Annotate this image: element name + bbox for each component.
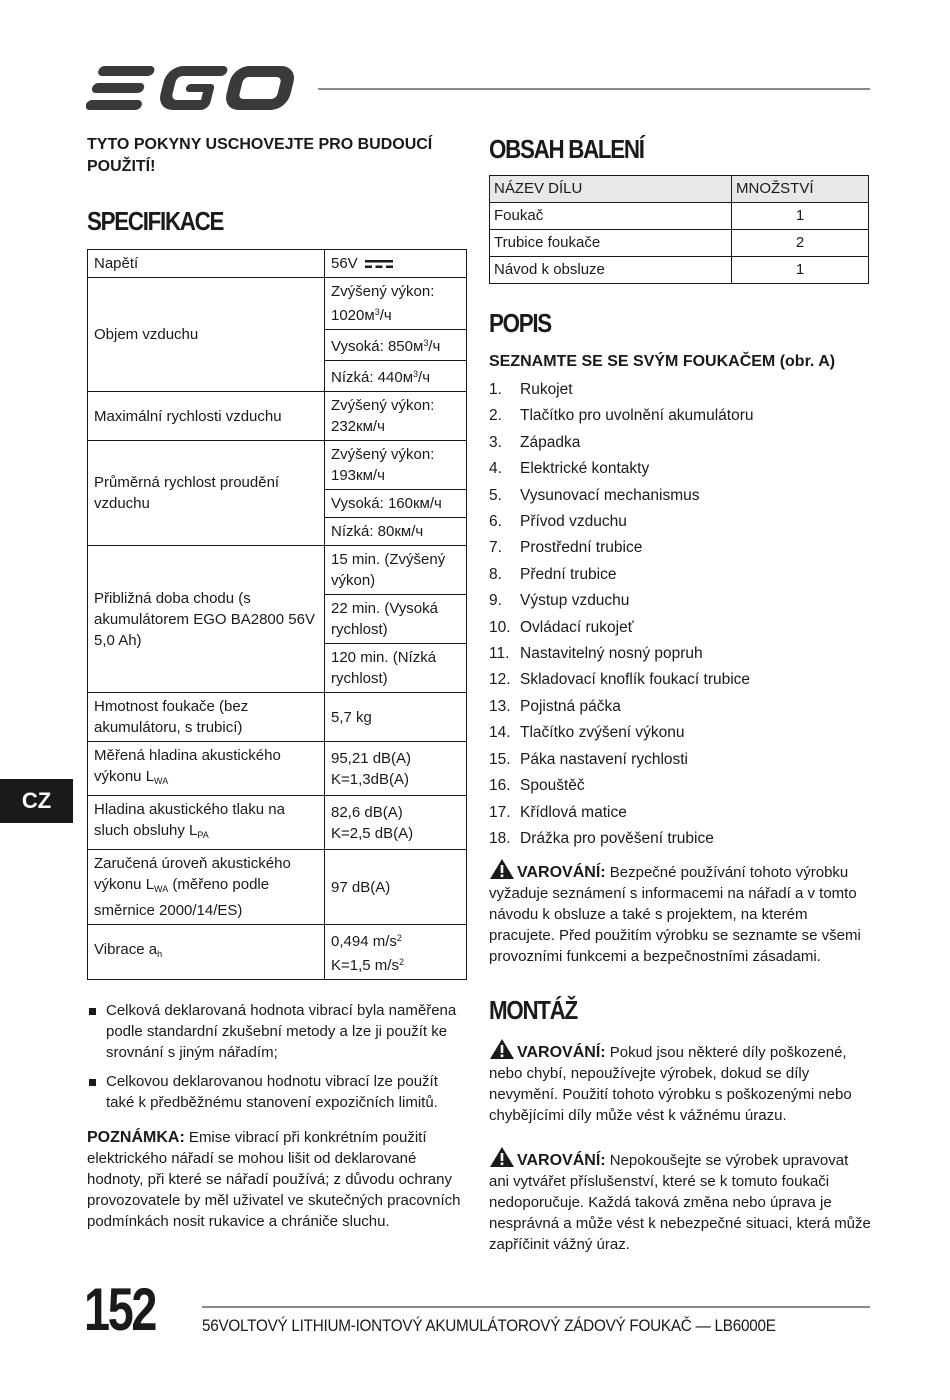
part-label: Tlačítko pro uvolnění akumulátoru — [520, 407, 754, 425]
part-label: Drážka pro pověšení trubice — [520, 829, 714, 847]
spec-label: Napětí — [88, 250, 325, 278]
spec-label: Objem vzduchu — [88, 278, 325, 392]
spec-value: 15 min. (Zvýšený výkon) — [325, 546, 467, 595]
warning-paragraph: VAROVÁNÍ: Nepokoušejte se výrobek upravovat ani vytvářet příslušenství, které se k tomuto foukači nedoporučuje. Každá taková změna nebo úprava je nesprávná a může vést k nebezpečné situaci, která může zapříčinit vážný úraz. — [489, 1146, 871, 1255]
part-number: 14. — [489, 724, 511, 742]
part-label: Výstup vzduchu — [520, 592, 630, 610]
page-number: 152 — [84, 1276, 156, 1343]
list-item — [489, 483, 871, 509]
part-quantity: 1 — [732, 257, 869, 284]
vibration-notes-list — [87, 1000, 467, 1113]
spec-value: Vysoká: 160км/ч — [325, 490, 467, 518]
column-header: NÁZEV DÍLU — [490, 176, 732, 203]
warning-paragraph: VAROVÁNÍ: Pokud jsou některé díly poškozené, nebo chybí, nepoužívejte výrobek, dokud se díly nevymění. Použití tohoto výrobku s poškozenými nebo chybějícími díly může vést k vážnému úrazu. — [489, 1038, 871, 1126]
footer-rule — [202, 1306, 870, 1308]
spec-value: 95,21 dB(A) K=1,3dB(A) — [325, 742, 467, 796]
part-number: 16. — [489, 777, 511, 795]
note-paragraph: POZNÁMKA: Emise vibrací při konkrétním použití elektrického nářadí se mohou lišit od deklarované hodnoty, při které se nářadí používá; z důvodu ochrany provozovatele by měl uživatel ve skutečných pracovních podmínkách nosit rukavice a chrániče sluchu. — [87, 1129, 461, 1230]
spec-label: Maximální rychlosti vzduchu — [88, 392, 325, 441]
list-item — [489, 747, 871, 773]
part-number: 15. — [489, 750, 511, 768]
table-row — [88, 925, 467, 980]
spec-label: Přibližná doba chodu (s akumulátorem EGO BA2800 56V 5,0 Ah) — [88, 546, 325, 693]
table-row — [88, 441, 467, 490]
spec-label: Průměrná rychlost proudění vzduchu — [88, 441, 325, 546]
part-number: 8. — [489, 565, 502, 583]
warning-triangle-icon — [489, 858, 515, 880]
part-label: Skladovací knoflík foukací trubice — [520, 671, 751, 689]
table-row — [88, 693, 467, 742]
spec-value: 120 min. (Nízká rychlost) — [325, 644, 467, 693]
specifications-heading: SPECIFIKACE — [87, 206, 224, 236]
spec-label: Měřená hladina akustického výkonu $L_{WA}$ — [88, 742, 325, 796]
table-row — [490, 230, 869, 257]
list-item — [489, 694, 871, 720]
spec-label: Hladina akustického tlaku na sluch obsluhy $L_{PA}$ — [88, 796, 325, 850]
spec-label: Zaručená úroveň akustického výkonu $L_{WA}$ (měřeno podle směrnice 2000/14/ES) — [88, 850, 325, 925]
table-row — [490, 203, 869, 230]
part-label: Pojistná páčka — [520, 697, 621, 715]
part-name: Návod k obsluze — [490, 257, 732, 284]
table-row — [490, 257, 869, 284]
table-row — [88, 250, 467, 278]
part-number: 9. — [489, 592, 502, 610]
table-row — [88, 850, 467, 925]
note-label: POZNÁMKA: — [87, 1129, 185, 1146]
list-item — [489, 720, 871, 746]
list-item — [489, 403, 871, 429]
part-label: Nastavitelný nosný popruh — [520, 645, 703, 663]
table-row — [88, 546, 467, 595]
dc-symbol-icon — [365, 259, 393, 269]
part-number: 11. — [489, 645, 510, 663]
keep-instructions-notice: TYTO POKYNY USCHOVEJTE PRO BUDOUCÍ POUŽITÍ! — [87, 136, 433, 175]
part-name: Foukač — [490, 203, 732, 230]
warning-triangle-icon — [489, 1038, 515, 1060]
spec-value: Vysoká: $850м^3/ч$ — [325, 330, 467, 361]
part-number: 18. — [489, 829, 511, 847]
spec-value: 56V — [325, 250, 467, 278]
part-number: 6. — [489, 513, 502, 531]
list-item — [489, 377, 871, 403]
part-label: Prostřední trubice — [520, 539, 643, 557]
warning-paragraph: VAROVÁNÍ: Bezpečné používání tohoto výrobku vyžaduje seznámení s informacemi na nářadí a v tomto návodu k obsluze a také s projektem, na kterém pracujete. Před použitím výrobku se seznamte se všemi provozními funkcemi a bezpečnostními zásadami. — [489, 858, 871, 967]
part-label: Vysunovací mechanismus — [520, 486, 700, 504]
spec-value: Zvýšený výkon: 232км/ч — [325, 392, 467, 441]
part-number: 7. — [489, 539, 502, 557]
part-number: 3. — [489, 433, 502, 451]
part-name: Trubice foukače — [490, 230, 732, 257]
spec-value: Nízká: 80км/ч — [325, 518, 467, 546]
familiarize-heading: SEZNAMTE SE SE SVÝM FOUKAČEM (obr. A) — [489, 353, 836, 370]
list-item: Celková deklarovaná hodnota vibrací byla naměřena podle standardní zkušební metody a lze ji použít ke srovnání s jiným nářadím; — [87, 1000, 467, 1063]
specifications-table — [87, 249, 467, 980]
part-number: 17. — [489, 803, 511, 821]
spec-value: Zvýšený výkon: $1020м^3/ч$ — [325, 278, 467, 330]
table-row — [88, 796, 467, 850]
list-item — [489, 615, 871, 641]
part-label: Západka — [520, 433, 581, 451]
part-quantity: 2 — [732, 230, 869, 257]
part-label: Křídlová matice — [520, 803, 627, 821]
list-item — [489, 509, 871, 535]
assembly-heading: MONTÁŽ — [489, 995, 577, 1026]
part-label: Ovládací rukojeť — [520, 618, 634, 636]
list-item — [489, 773, 871, 799]
list-item — [489, 667, 871, 693]
right-column — [489, 134, 871, 1255]
table-row — [88, 742, 467, 796]
part-label: Přívod vzduchu — [520, 513, 627, 531]
spec-value: Nízká: $440м^3/ч$ — [325, 361, 467, 392]
list-item — [489, 562, 871, 588]
spec-value: 82,6 dB(A) K=2,5 dB(A) — [325, 796, 467, 850]
spec-label: Hmotnost foukače (bez akumulátoru, s trubicí) — [88, 693, 325, 742]
part-number: 4. — [489, 460, 502, 478]
spec-value: 22 min. (Vysoká rychlost) — [325, 595, 467, 644]
part-label: Rukojet — [520, 381, 573, 398]
list-item — [489, 800, 871, 826]
column-header: MNOŽSTVÍ — [732, 176, 869, 203]
list-item — [489, 535, 871, 561]
part-number: 5. — [489, 486, 502, 504]
spec-value: Zvýšený výkon: 193км/ч — [325, 441, 467, 490]
table-row — [88, 278, 467, 330]
list-item — [489, 826, 871, 852]
spec-value: 5,7 kg — [325, 693, 467, 742]
list-item — [489, 641, 871, 667]
table-row — [88, 392, 467, 441]
spec-value: 97 dB(A) — [325, 850, 467, 925]
package-contents-heading: OBSAH BALENÍ — [489, 134, 644, 164]
part-label: Tlačítko zvýšení výkonu — [520, 724, 685, 742]
list-item: Celkovou deklarovanou hodnotu vibrací lze použít také k předběžnému stanovení expozičních limitů. — [87, 1071, 467, 1113]
part-label: Spouštěč — [520, 777, 585, 795]
left-column — [87, 134, 467, 1232]
part-label: Přední trubice — [520, 565, 617, 583]
part-label: Páka nastavení rychlosti — [520, 750, 689, 768]
package-contents-table — [489, 175, 869, 284]
list-item — [489, 430, 871, 456]
part-number: 12. — [489, 671, 511, 689]
warning-triangle-icon — [489, 1146, 515, 1168]
spec-value: 0,494 $m/s^2$ K=1,5 $m/s^2$ — [325, 925, 467, 980]
header-rule — [318, 88, 870, 90]
description-heading: POPIS — [489, 308, 551, 338]
footer-title: 56VOLTOVÝ LITHIUM-IONTOVÝ AKUMULÁTOROVÝ ZÁDOVÝ FOUKAČ — LB6000E — [202, 1316, 776, 1335]
part-number: 1. — [489, 381, 502, 398]
ego-logo — [86, 64, 298, 114]
part-number: 13. — [489, 697, 511, 715]
spec-label: Vibrace $a_h$ — [88, 925, 325, 980]
list-item — [489, 588, 871, 614]
table-header-row — [490, 176, 869, 203]
part-label: Elektrické kontakty — [520, 460, 650, 478]
language-tab: CZ — [0, 779, 73, 823]
part-quantity: 1 — [732, 203, 869, 230]
parts-list — [489, 377, 871, 852]
part-number: 2. — [489, 407, 502, 425]
part-number: 10. — [489, 618, 511, 636]
list-item — [489, 456, 871, 482]
